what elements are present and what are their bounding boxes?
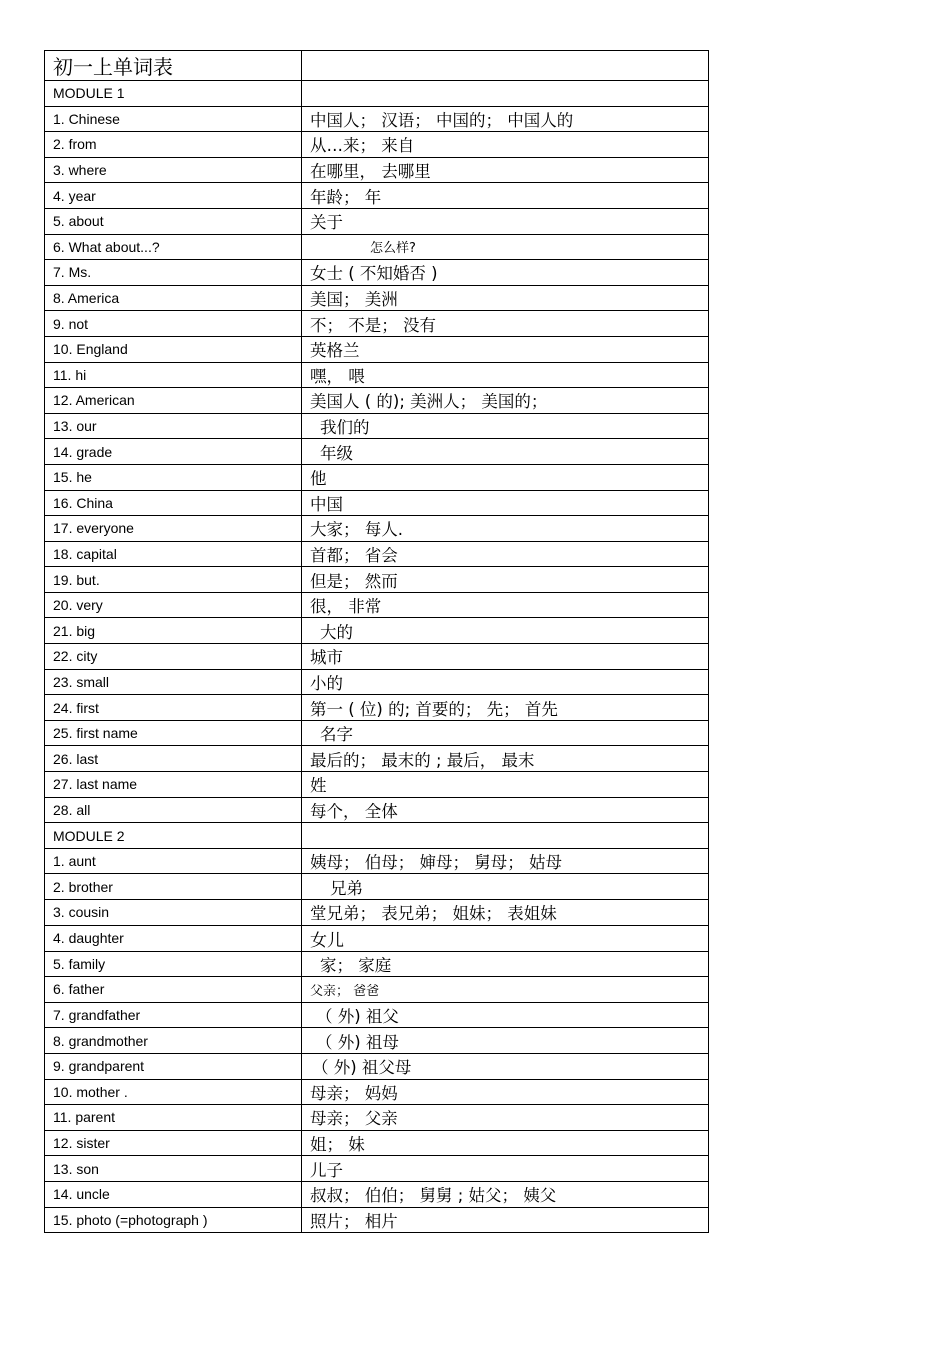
chinese-meaning: 姨母； 伯母； 婶母； 舅母； 姑母 (302, 848, 709, 874)
word-row (45, 1079, 709, 1105)
chinese-meaning: 在哪里， 去哪里 (302, 157, 709, 183)
word-row (45, 541, 709, 567)
english-word: 19. but. (45, 567, 302, 593)
english-word: 3. where (45, 157, 302, 183)
english-word: 24. first (45, 695, 302, 721)
chinese-meaning: 但是； 然而 (302, 567, 709, 593)
english-word: 9. grandparent (45, 1053, 302, 1079)
word-row (45, 695, 709, 721)
title-blank-cell (302, 51, 709, 81)
chinese-meaning: 怎么样? (302, 234, 709, 260)
chinese-meaning: 每个， 全体 (302, 797, 709, 823)
chinese-meaning: （ 外) 祖母 (302, 1028, 709, 1054)
chinese-meaning: 年龄； 年 (302, 183, 709, 209)
word-row (45, 1181, 709, 1207)
word-row (45, 234, 709, 260)
chinese-meaning: 大家； 每人. (302, 516, 709, 542)
chinese-meaning: 大的 (302, 618, 709, 644)
chinese-meaning: 堂兄弟； 表兄弟； 姐妹； 表姐妹 (302, 900, 709, 926)
chinese-meaning: 女儿 (302, 925, 709, 951)
word-row (45, 106, 709, 132)
word-row (45, 746, 709, 772)
word-row (45, 516, 709, 542)
english-word: 1. aunt (45, 848, 302, 874)
module-header-row (45, 823, 709, 849)
chinese-meaning: 最后的； 最末的 ; 最后， 最末 (302, 746, 709, 772)
chinese-meaning: 美国； 美洲 (302, 285, 709, 311)
english-word: 11. parent (45, 1105, 302, 1131)
word-row (45, 1002, 709, 1028)
chinese-meaning: 关于 (302, 208, 709, 234)
english-word: 15. photo (=photograph ) (45, 1207, 302, 1233)
english-word: 22. city (45, 644, 302, 670)
english-word: 14. uncle (45, 1181, 302, 1207)
english-word: 26. last (45, 746, 302, 772)
word-row (45, 669, 709, 695)
english-word: 12. sister (45, 1130, 302, 1156)
english-word: 16. China (45, 490, 302, 516)
chinese-meaning: 姐； 妹 (302, 1130, 709, 1156)
chinese-meaning: 父亲； 爸爸 (302, 977, 709, 1003)
word-row (45, 183, 709, 209)
english-word: 2. brother (45, 874, 302, 900)
english-word: 18. capital (45, 541, 302, 567)
word-row (45, 1207, 709, 1233)
title-row (45, 51, 709, 81)
chinese-meaning (302, 823, 709, 849)
word-row (45, 311, 709, 337)
chinese-meaning (302, 81, 709, 107)
chinese-meaning: 从…来； 来自 (302, 132, 709, 158)
english-word: 11. hi (45, 362, 302, 388)
vocabulary-table-body (45, 51, 709, 1233)
word-row (45, 772, 709, 798)
word-row (45, 362, 709, 388)
english-word: 4. year (45, 183, 302, 209)
page-title: 初一上单词表 (45, 51, 302, 81)
chinese-meaning: 我们的 (302, 413, 709, 439)
english-word: 25. first name (45, 720, 302, 746)
chinese-meaning: 第一 ( 位) 的; 首要的； 先； 首先 (302, 695, 709, 721)
chinese-meaning: 城市 (302, 644, 709, 670)
english-word: 21. big (45, 618, 302, 644)
word-row (45, 848, 709, 874)
word-row (45, 208, 709, 234)
english-word: 4. daughter (45, 925, 302, 951)
word-row (45, 439, 709, 465)
english-word: 28. all (45, 797, 302, 823)
chinese-meaning: 照片； 相片 (302, 1207, 709, 1233)
english-word: 10. mother . (45, 1079, 302, 1105)
english-word: 13. son (45, 1156, 302, 1182)
word-row (45, 644, 709, 670)
english-word: 2. from (45, 132, 302, 158)
word-row (45, 720, 709, 746)
vocabulary-table (44, 50, 709, 1233)
word-row (45, 1156, 709, 1182)
english-word: 12. American (45, 388, 302, 414)
chinese-meaning: 年级 (302, 439, 709, 465)
word-row (45, 157, 709, 183)
word-row (45, 285, 709, 311)
english-word: 8. grandmother (45, 1028, 302, 1054)
word-row (45, 388, 709, 414)
chinese-meaning: 小的 (302, 669, 709, 695)
word-row (45, 413, 709, 439)
chinese-meaning: 名字 (302, 720, 709, 746)
chinese-meaning: 儿子 (302, 1156, 709, 1182)
word-row (45, 592, 709, 618)
english-word: 9. not (45, 311, 302, 337)
english-word: 1. Chinese (45, 106, 302, 132)
chinese-meaning: 母亲； 妈妈 (302, 1079, 709, 1105)
word-row (45, 260, 709, 286)
word-row (45, 1028, 709, 1054)
word-row (45, 336, 709, 362)
chinese-meaning: 嘿， 喂 (302, 362, 709, 388)
english-word: 6. father (45, 977, 302, 1003)
chinese-meaning: 很， 非常 (302, 592, 709, 618)
word-row (45, 490, 709, 516)
english-word: 5. family (45, 951, 302, 977)
chinese-meaning: 英格兰 (302, 336, 709, 362)
word-row (45, 618, 709, 644)
word-row (45, 951, 709, 977)
chinese-meaning: 兄弟 (302, 874, 709, 900)
english-word: 17. everyone (45, 516, 302, 542)
module-heading: MODULE 2 (45, 823, 302, 849)
chinese-meaning: 姓 (302, 772, 709, 798)
chinese-meaning: 不； 不是； 没有 (302, 311, 709, 337)
english-word: 10. England (45, 336, 302, 362)
english-word: 13. our (45, 413, 302, 439)
chinese-meaning: 中国人； 汉语； 中国的； 中国人的 (302, 106, 709, 132)
english-word: 27. last name (45, 772, 302, 798)
word-row (45, 925, 709, 951)
chinese-meaning: 美国人 ( 的); 美洲人； 美国的； (302, 388, 709, 414)
english-word: 23. small (45, 669, 302, 695)
word-row (45, 797, 709, 823)
chinese-meaning: 家； 家庭 (302, 951, 709, 977)
chinese-meaning: 中国 (302, 490, 709, 516)
english-word: 5. about (45, 208, 302, 234)
chinese-meaning: （ 外) 祖父 (302, 1002, 709, 1028)
word-row (45, 464, 709, 490)
english-word: 7. grandfather (45, 1002, 302, 1028)
chinese-meaning: （ 外) 祖父母 (302, 1053, 709, 1079)
chinese-meaning: 他 (302, 464, 709, 490)
word-row (45, 874, 709, 900)
chinese-meaning: 叔叔； 伯伯； 舅舅 ; 姑父； 姨父 (302, 1181, 709, 1207)
word-row (45, 900, 709, 926)
word-row (45, 1105, 709, 1131)
word-row (45, 1053, 709, 1079)
english-word: 8. America (45, 285, 302, 311)
chinese-meaning: 女士 ( 不知婚否 ) (302, 260, 709, 286)
english-word: 14. grade (45, 439, 302, 465)
word-row (45, 1130, 709, 1156)
chinese-meaning: 首都； 省会 (302, 541, 709, 567)
english-word: 3. cousin (45, 900, 302, 926)
chinese-meaning: 母亲； 父亲 (302, 1105, 709, 1131)
word-row (45, 977, 709, 1003)
module-header-row (45, 81, 709, 107)
word-row (45, 132, 709, 158)
english-word: 7. Ms. (45, 260, 302, 286)
word-row (45, 567, 709, 593)
english-word: 15. he (45, 464, 302, 490)
english-word: 20. very (45, 592, 302, 618)
module-heading: MODULE 1 (45, 81, 302, 107)
english-word: 6. What about...? (45, 234, 302, 260)
